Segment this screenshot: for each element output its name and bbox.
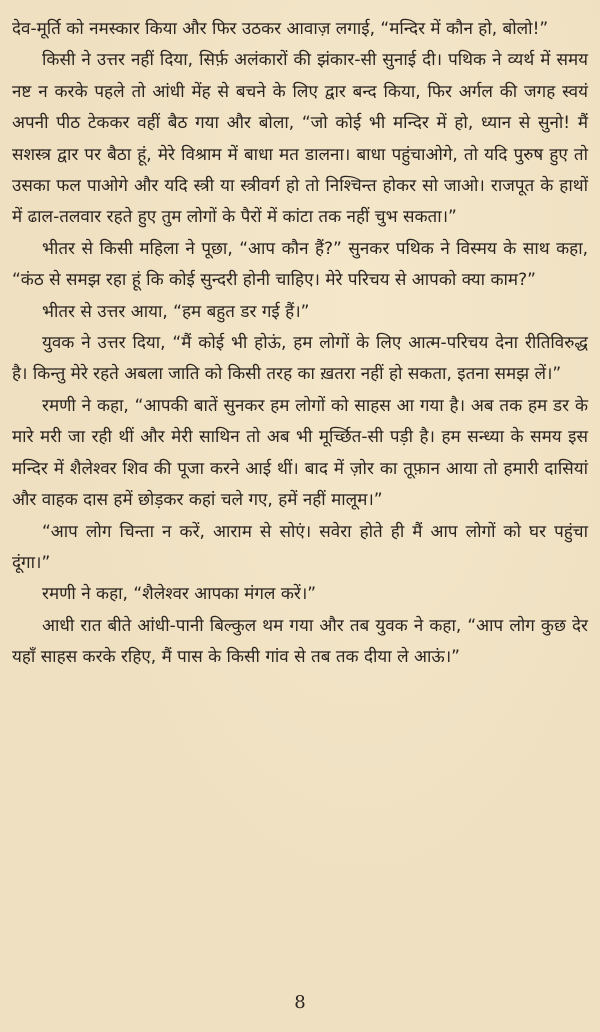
paragraph: देव-मूर्ति को नमस्कार किया और फिर उठकर आवाज़ लगाई, “मन्दिर में कौन हो, बोलो!” — [12, 19, 549, 39]
paragraph: “आप लोग चिन्ता न करें, आराम से सोएं। सवेरा होते ही मैं आप लोगों को घर पहुंचा दूंगा।” — [12, 521, 588, 573]
paragraph: आधी रात बीते आंधी-पानी बिल्कुल थम गया और तब युवक ने कहा, “आप लोग कुछ देर यहाँ साहस करके रहिए, मैं पास के किसी गांव से तब तक दीया ले आऊं।” — [12, 615, 588, 668]
paragraph: किसी ने उत्तर नहीं दिया, सिर्फ़ अलंकारों की झंकार-सी सुनाई दी। पथिक ने व्यर्थ में समय नष्ट न करके पहले तो आंधी मेंह से बचने के लिए द्वार बन्द किया, फिर अर्गल की जगह स्वयं अपनी पीठ टेककर वहीं बैठ गया और बोला, “जो कोई भी मन्दिर में हो, ध्यान से सुनो! मैं सशस्त्र द्वार पर बैठा हूं, मेरे विश्राम में बाधा मत डालना। बाधा पहुंचाओगे, तो यदि पुरुष हुए तो उसका फल पाओगे और यदि स्त्री या स्त्रीवर्ग हो तो निश्चिन्त होकर सो जाओ। राजपूत के हाथों में ढाल-तलवार रहते हुए तुम लोगों के पैरों में कांटा तक नहीं चुभ सकता।” — [12, 50, 588, 228]
paragraph: भीतर से उत्तर आया, “हम बहुत डर गई हैं।” — [42, 301, 310, 322]
paragraph: भीतर से किसी महिला ने पूछा, “आप कौन हैं?” सुनकर पथिक ने विस्मय के साथ कहा, “कंठ से समझ रहा हूं कि कोई सुन्दरी होनी चाहिए। मेरे परिचय से आपको क्या काम?” — [12, 238, 588, 291]
paragraph: युवक ने उत्तर दिया, “मैं कोई भी होऊं, हम लोगों के लिए आत्म-परिचय देना रीतिविरुद्ध है। किन्तु मेरे रहते अबला जाति को किसी तरह का ख़तरा नहीं हो सकता, इतना समझ लें।” — [12, 333, 588, 385]
page-number: 8 — [294, 992, 306, 1013]
body-text — [12, 14, 588, 674]
paragraph: रमणी ने कहा, “शैलेश्वर आपका मंगल करें।” — [42, 584, 317, 605]
paragraph: रमणी ने कहा, “आपकी बातें सुनकर हम लोगों को साहस आ गया है। अब तक हम डर के मारे मरी जा रही थीं और मेरी साथिन तो अब भी मूर्च्छित-सी पड़ी है। हम सन्ध्या के समय इस मन्दिर में शैलेश्वर शिव की पूजा करने आई थीं। बाद में ज़ोर का तूफ़ान आया तो हमारी दासियां और वाहक दास हमें छोड़कर कहां चले गए, हमें नहीं मालूम।” — [12, 395, 588, 511]
